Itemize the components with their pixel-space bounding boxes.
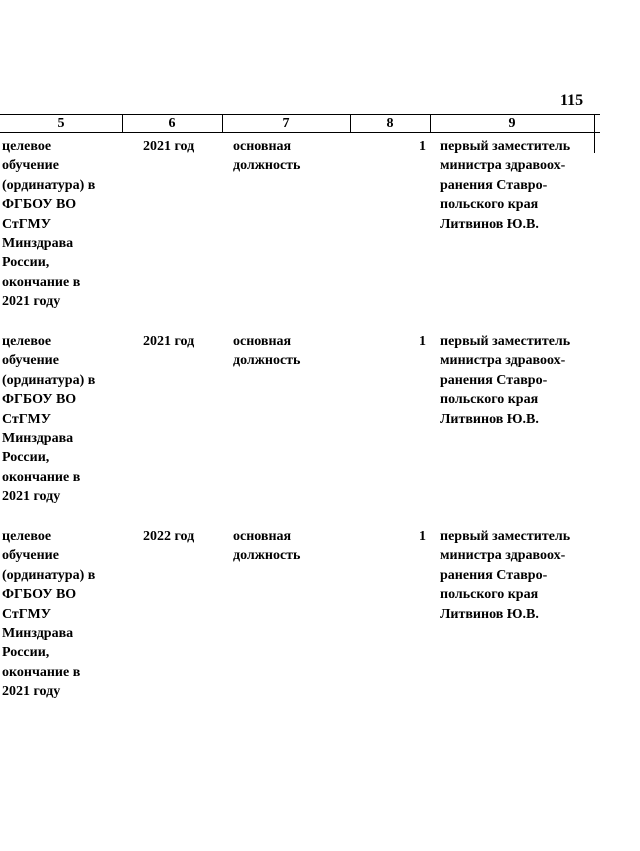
cell-line: должность [233,158,301,174]
column-divider [350,114,351,133]
column-header-9: 9 [508,116,516,131]
cell-line: основная [233,529,292,544]
cell-line: министра здравоох- [440,548,566,564]
cell-line: ранения Ставро- [440,372,548,388]
cell-line: первый заместитель [440,334,571,349]
cell-line: СтГМУ [2,606,52,622]
cell-line: основная [233,334,292,349]
cell-line: Литвинов Ю.В. [440,411,539,427]
count-cell: 1 [419,529,426,544]
cell-line: обучение [2,158,59,174]
cell-line: министра здравоох- [440,353,566,369]
page-number: 115 [560,92,584,109]
column-divider [122,114,123,133]
cell-line: Литвинов Ю.В. [440,216,539,232]
purpose-cell [2,137,122,312]
cell-line: ФГБОУ ВО [2,197,77,213]
column-header-7: 7 [282,116,290,131]
year-cell: 2021 год [143,139,195,154]
cell-line: России, [2,450,50,466]
cell-line: целевое [2,334,52,349]
purpose-cell [2,332,122,507]
responsible-cell [440,527,600,624]
count-cell: 1 [419,139,426,154]
cell-line: должность [233,548,301,564]
count-cell: 1 [419,334,426,349]
position-cell [233,332,343,371]
column-header-8: 8 [386,116,394,131]
cell-line: польского края [440,392,539,408]
cell-line: СтГМУ [2,411,52,427]
cell-line: 2021 году [2,684,61,700]
cell-line: ФГБОУ ВО [2,587,77,603]
cell-line: (ординатура) в [2,177,96,193]
cell-line: первый заместитель [440,529,571,544]
cell-line: ФГБОУ ВО [2,392,77,408]
cell-line: 2021 году [2,489,61,505]
cell-line: польского края [440,587,539,603]
purpose-cell [2,527,122,702]
cell-line: обучение [2,353,59,369]
cell-line: России, [2,255,50,271]
responsible-cell [440,332,600,429]
cell-line: ранения Ставро- [440,177,548,193]
cell-line: министра здравоох- [440,158,566,174]
cell-line: обучение [2,548,59,564]
year-cell: 2021 год [143,334,195,349]
cell-line: Минздрава [2,431,74,447]
position-cell [233,527,343,566]
year-cell: 2022 год [143,529,195,544]
cell-line: окончание в [2,469,81,485]
cell-line: России, [2,645,50,661]
table-header [0,114,600,133]
column-divider [430,114,431,133]
cell-line: Минздрава [2,626,74,642]
cell-line: целевое [2,529,52,544]
cell-line: должность [233,353,301,369]
cell-line: окончание в [2,274,81,290]
cell-line: польского края [440,197,539,213]
column-header-6: 6 [168,116,176,131]
cell-line: (ординатура) в [2,567,96,583]
cell-line: (ординатура) в [2,372,96,388]
responsible-cell [440,137,600,234]
cell-line: основная [233,139,292,154]
cell-line: окончание в [2,664,81,680]
cell-line: целевое [2,139,52,154]
cell-line: Минздрава [2,236,74,252]
cell-line: ранения Ставро- [440,567,548,583]
cell-line: Литвинов Ю.В. [440,606,539,622]
cell-line: СтГМУ [2,216,52,232]
position-cell [233,137,343,176]
cell-line: 2021 году [2,294,61,310]
cell-line: первый заместитель [440,139,571,154]
column-header-5: 5 [57,116,65,131]
column-divider [222,114,223,133]
